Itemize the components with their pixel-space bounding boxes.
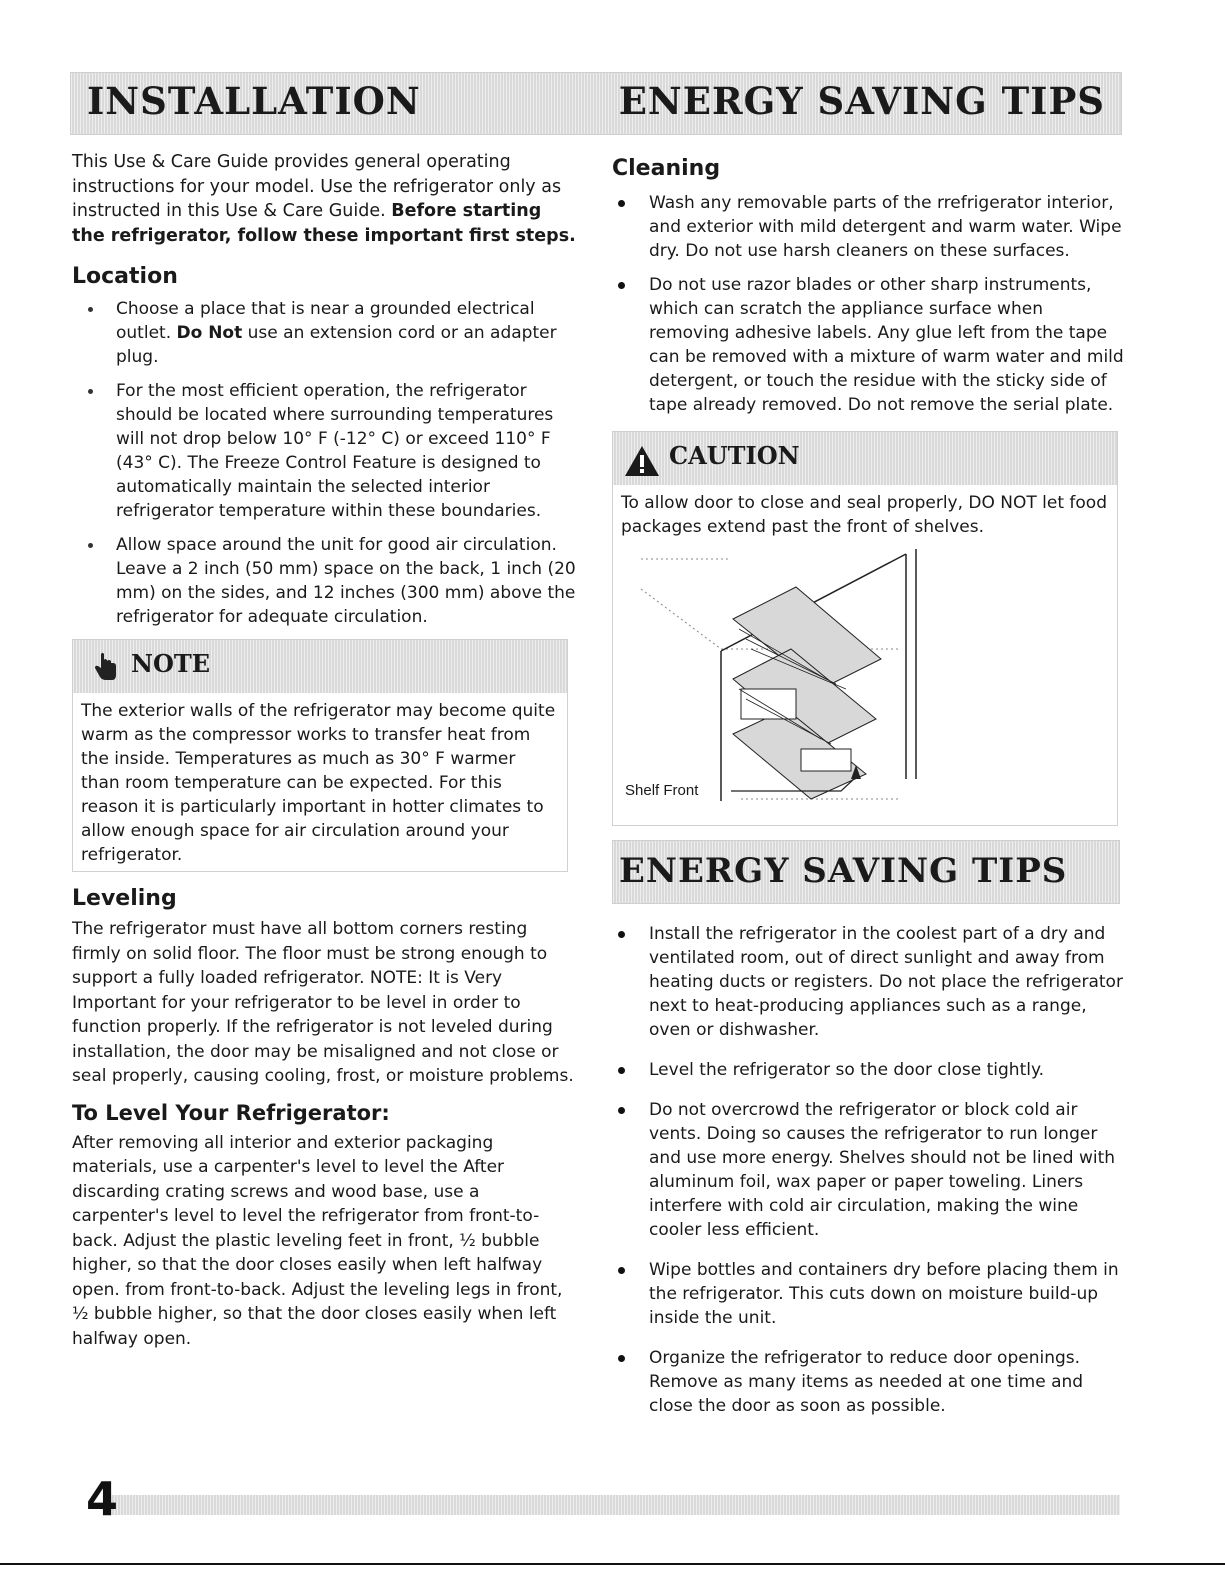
note-body — [72, 693, 568, 872]
caution-body — [612, 485, 1118, 826]
energy-tip-item: Wipe bottles and containers dry before placing them in the refrigerator. This cuts down on moisture build-up inside the unit. — [612, 1258, 1124, 1330]
bottom-rule — [0, 1563, 1225, 1565]
energy-tip-item: Organize the refrigerator to reduce door openings. Remove as many items as needed at one time and close the door as soon as possible. — [612, 1346, 1124, 1418]
intro-text: This Use & Care Guide provides general operating instructions for your model. Use the refrigerator only as instructed in this Use & Care Guide. — [72, 152, 562, 221]
hand-pointer-icon — [91, 650, 121, 684]
cleaning-item: Do not use razor blades or other sharp instruments, which can scratch the appliance surface when removing adhesive labels. Any glue left from the tape can be removed with a mixture of warm water and mild detergent, or touch the residue with the sticky side of tape already removed. Do not remove the serial plate. — [612, 273, 1124, 417]
cleaning-list — [612, 191, 1124, 417]
caution-header — [612, 431, 1118, 485]
header-banner — [70, 72, 1122, 135]
note-label: NOTE — [131, 649, 210, 678]
energy-tip-item: Do not overcrowd the refrigerator or block cold air vents. Doing so causes the refrigerator to run longer and use more energy. Shelves should not be lined with aluminum foil, wax paper or paper toweling. Liners interfere with cold air circulation, making the wine cooler less efficient. — [612, 1098, 1124, 1242]
shelf-front-label: Shelf Front — [625, 782, 699, 799]
energy-tips-list — [612, 922, 1124, 1418]
location-item: For the most efficient operation, the refrigerator should be located where surrounding temperatures will not drop below 10° F (-12° C) or exceed 110° F (43° C). The Freeze Control Feature is designed to automatically maintain the selected interior refrigerator temperature within these boundaries. — [72, 379, 577, 523]
energy-tip-item: Install the refrigerator in the coolest part of a dry and ventilated room, out of direct sunlight and away from heating ducts or registers. Do not place the refrigerator next to heat-producing appliances such as a range, oven or dishwasher. — [612, 922, 1124, 1042]
footer-bar — [108, 1495, 1120, 1515]
note-box — [72, 639, 568, 872]
left-column — [72, 150, 577, 1351]
cleaning-heading: Cleaning — [612, 156, 721, 181]
to-level-text: After removing all interior and exterior packaging materials, use a carpenter's level to level the After discarding crating screws and wood base, use a carpenter's level to level the refrigerator from front-to-back. Adjust the plastic leveling feet in front, ½ bubble higher, so that the door closes easily when left halfway open. from front-to-back. Adjust the leveling legs in front, ½ bubble higher, so that the door closes easily when left halfway open. — [72, 1132, 563, 1349]
to-level-heading: To Level Your Refrigerator: — [72, 1100, 390, 1125]
caution-box — [612, 431, 1118, 826]
location-item: Allow space around the unit for good air circulation. Leave a 2 inch (50 mm) space on the back, 1 inch (20 mm) on the sides, and 12 inches (300 mm) above the refrigerator for adequate circulation. — [72, 533, 577, 629]
note-header — [72, 639, 568, 693]
energy-tips-heading: ENERGY SAVING TIPS — [619, 851, 1068, 891]
energy-tip-item: Level the refrigerator so the door close tightly. — [612, 1058, 1124, 1082]
energy-tips-banner — [612, 840, 1120, 904]
section-title-installation: INSTALLATION — [87, 79, 421, 123]
shelf-racks — [733, 587, 881, 799]
section-title-energy-saving: ENERGY SAVING TIPS — [618, 79, 1105, 123]
location-list — [72, 297, 577, 629]
caution-text: To allow door to close and seal properly, DO NOT let food packages extend past the front of shelves. — [621, 493, 1107, 537]
intro-paragraph — [72, 150, 577, 248]
cleaning-item: Wash any removable parts of the rrefrigerator interior, and exterior with mild detergent and warm water. Wipe dry. Do not use harsh cleaners on these surfaces. — [612, 191, 1124, 263]
location-heading: Location — [72, 264, 178, 289]
caution-label: CAUTION — [669, 441, 800, 470]
warning-triangle-icon — [623, 444, 661, 478]
shelf-figure — [621, 539, 1109, 825]
intro-bold-text: Before starting the refrigerator, follow these important first steps. — [72, 201, 576, 246]
leveling-heading: Leveling — [72, 886, 177, 911]
right-column — [612, 150, 1124, 1428]
leveling-text: The refrigerator must have all bottom corners resting firmly on solid floor. The floor must be strong enough to support a fully loaded refrigerator. NOTE: It is Very Important for your refrigerator to be level in order to function properly. If the refrigerator is not leveled during installation, the door may be misaligned and not close or seal properly, causing cooling, frost, or moisture problems. — [72, 919, 574, 1086]
location-item: Choose a place that is near a grounded electrical outlet. Do Not use an extension cord or an adapter plug. — [72, 297, 577, 369]
page-number: 4 — [86, 1472, 119, 1526]
note-text: The exterior walls of the refrigerator may become quite warm as the compressor works to transfer heat from the inside. Temperatures as much as 30° F warmer than room temperature can be expected. For this reason it is particularly important in hotter climates to allow enough space for air circulation around your refrigerator. — [81, 701, 556, 865]
